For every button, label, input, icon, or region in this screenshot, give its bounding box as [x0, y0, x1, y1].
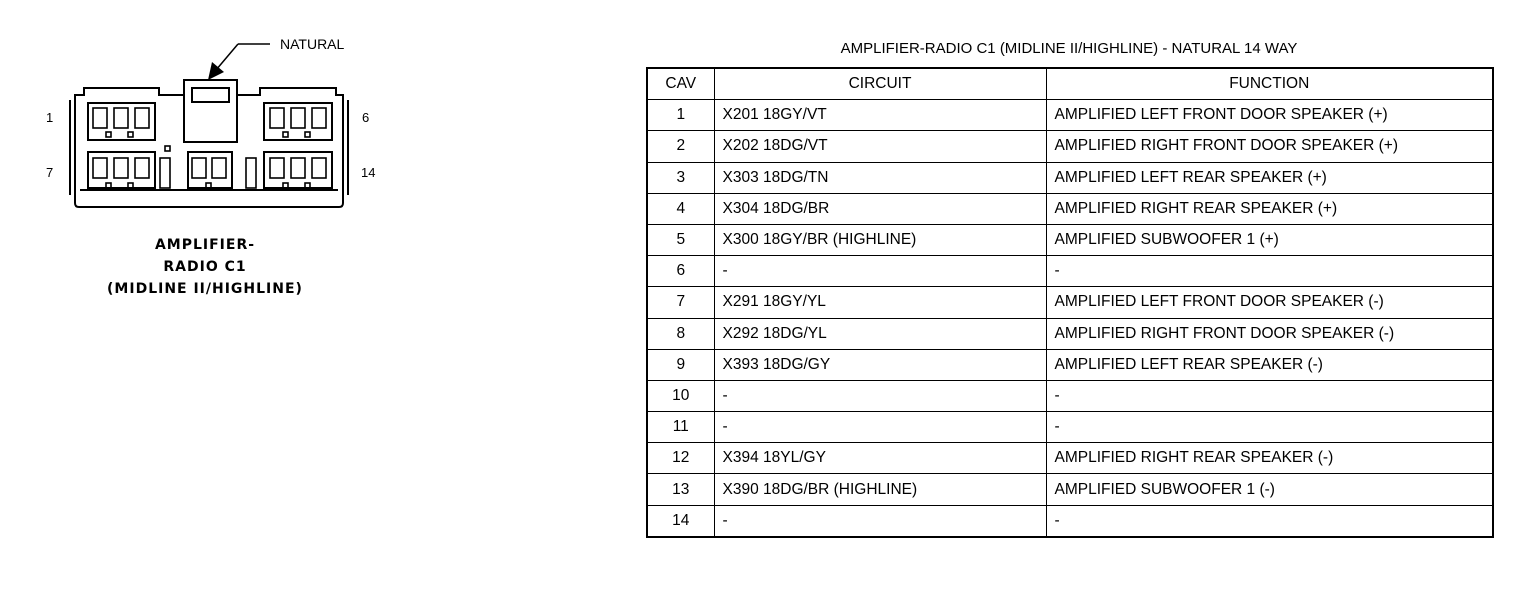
table-row: [647, 318, 1493, 349]
table-row: [647, 193, 1493, 224]
cav-cell: 5: [647, 224, 714, 255]
table-row: [647, 443, 1493, 474]
circuit-cell: X393 18DG/GY: [714, 349, 1046, 380]
leader-arrow-icon: [208, 62, 224, 80]
caption-line-3: (MIDLINE II/HIGHLINE): [107, 281, 303, 297]
natural-label: NATURAL: [280, 36, 345, 52]
header-circuit: CIRCUIT: [714, 68, 1046, 100]
pinout-table: [646, 67, 1494, 538]
function-cell: -: [1046, 412, 1493, 443]
table-row: [647, 349, 1493, 380]
table-row: [647, 256, 1493, 287]
function-cell: AMPLIFIED LEFT REAR SPEAKER (-): [1046, 349, 1493, 380]
table-row: [647, 131, 1493, 162]
caption-line-1: AMPLIFIER-: [154, 237, 256, 253]
table-row: [647, 287, 1493, 318]
table-row: [647, 505, 1493, 537]
circuit-cell: -: [714, 505, 1046, 537]
table-row: [647, 474, 1493, 505]
circuit-cell: -: [714, 412, 1046, 443]
cav-cell: 1: [647, 100, 714, 131]
function-cell: AMPLIFIED RIGHT FRONT DOOR SPEAKER (-): [1046, 318, 1493, 349]
circuit-cell: X394 18YL/GY: [714, 443, 1046, 474]
function-cell: AMPLIFIED LEFT FRONT DOOR SPEAKER (+): [1046, 100, 1493, 131]
circuit-cell: X300 18GY/BR (HIGHLINE): [714, 224, 1046, 255]
circuit-cell: X202 18DG/VT: [714, 131, 1046, 162]
cav-cell: 12: [647, 443, 714, 474]
cav-cell: 11: [647, 412, 714, 443]
header-cav: CAV: [647, 68, 714, 100]
connector-caption: [100, 234, 310, 300]
cav-cell: 10: [647, 380, 714, 411]
table-header-row: [647, 68, 1493, 100]
table-title: AMPLIFIER-RADIO C1 (MIDLINE II/HIGHLINE) - NATURAL 14 WAY: [840, 40, 1298, 57]
circuit-cell: -: [714, 256, 1046, 287]
circuit-cell: X291 18GY/YL: [714, 287, 1046, 318]
cav-cell: 3: [647, 162, 714, 193]
caption-line-2: RADIO C1: [163, 259, 247, 275]
cav-cell: 7: [647, 287, 714, 318]
function-cell: AMPLIFIED LEFT REAR SPEAKER (+): [1046, 162, 1493, 193]
cav-cell: 2: [647, 131, 714, 162]
cav-cell: 6: [647, 256, 714, 287]
pin-label-1: 1: [46, 110, 54, 125]
table-row: [647, 162, 1493, 193]
circuit-cell: X201 18GY/VT: [714, 100, 1046, 131]
table-body: [647, 100, 1493, 537]
cav-cell: 13: [647, 474, 714, 505]
cav-cell: 9: [647, 349, 714, 380]
connector-diagram: [0, 0, 420, 230]
function-cell: AMPLIFIED SUBWOOFER 1 (-): [1046, 474, 1493, 505]
function-cell: AMPLIFIED RIGHT REAR SPEAKER (-): [1046, 443, 1493, 474]
function-cell: AMPLIFIED LEFT FRONT DOOR SPEAKER (-): [1046, 287, 1493, 318]
table-row: [647, 100, 1493, 131]
table-row: [647, 380, 1493, 411]
cav-cell: 14: [647, 505, 714, 537]
function-cell: AMPLIFIED RIGHT FRONT DOOR SPEAKER (+): [1046, 131, 1493, 162]
table-row: [647, 224, 1493, 255]
function-cell: -: [1046, 380, 1493, 411]
function-cell: -: [1046, 505, 1493, 537]
pin-label-7: 7: [46, 165, 54, 180]
circuit-cell: X304 18DG/BR: [714, 193, 1046, 224]
circuit-cell: X292 18DG/YL: [714, 318, 1046, 349]
function-cell: AMPLIFIED RIGHT REAR SPEAKER (+): [1046, 193, 1493, 224]
cav-cell: 4: [647, 193, 714, 224]
function-cell: -: [1046, 256, 1493, 287]
table-row: [647, 412, 1493, 443]
circuit-cell: X390 18DG/BR (HIGHLINE): [714, 474, 1046, 505]
header-function: FUNCTION: [1046, 68, 1493, 100]
pin-label-6: 6: [362, 110, 370, 125]
cav-cell: 8: [647, 318, 714, 349]
function-cell: AMPLIFIED SUBWOOFER 1 (+): [1046, 224, 1493, 255]
circuit-cell: X303 18DG/TN: [714, 162, 1046, 193]
pin-label-14: 14: [361, 165, 376, 180]
circuit-cell: -: [714, 380, 1046, 411]
